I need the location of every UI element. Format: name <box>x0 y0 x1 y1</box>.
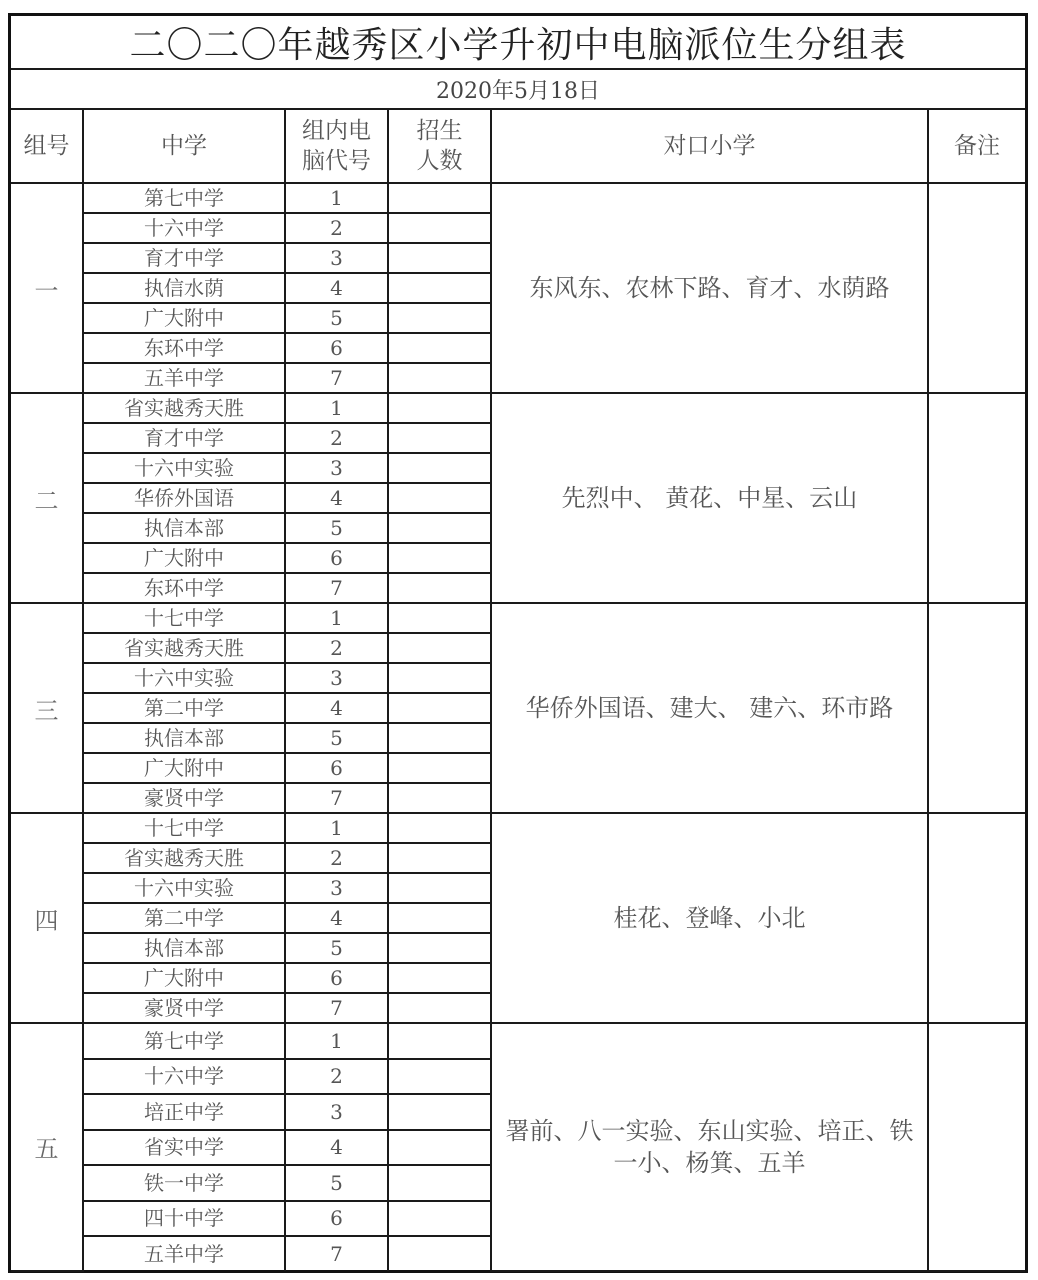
title-row <box>11 16 1025 69</box>
middle-school-name: 十六中实验 <box>83 873 285 903</box>
middle-school-name: 华侨外国语 <box>83 483 285 513</box>
middle-school-name: 执信本部 <box>83 723 285 753</box>
document-title: 二〇二〇年越秀区小学升初中电脑派位生分组表 <box>11 16 1025 69</box>
enrollment-count <box>388 603 491 633</box>
header-row <box>11 109 1025 183</box>
enrollment-count <box>388 453 491 483</box>
group-label: 四 <box>11 813 83 1023</box>
enrollment-count <box>388 243 491 273</box>
computer-code: 5 <box>285 513 388 543</box>
computer-code: 6 <box>285 1201 388 1237</box>
enrollment-count <box>388 993 491 1023</box>
notes-cell <box>928 183 1025 393</box>
middle-school-name: 省实越秀天胜 <box>83 843 285 873</box>
computer-code: 3 <box>285 453 388 483</box>
header-primary: 对口小学 <box>491 109 928 183</box>
enrollment-count <box>388 1059 491 1095</box>
header-school: 中学 <box>83 109 285 183</box>
computer-code: 2 <box>285 423 388 453</box>
middle-school-name: 十七中学 <box>83 813 285 843</box>
computer-code: 4 <box>285 273 388 303</box>
computer-code: 6 <box>285 753 388 783</box>
group-label: 二 <box>11 393 83 603</box>
enrollment-count <box>388 573 491 603</box>
enrollment-count <box>388 333 491 363</box>
computer-code: 2 <box>285 213 388 243</box>
computer-code: 4 <box>285 693 388 723</box>
notes-cell <box>928 603 1025 813</box>
middle-school-name: 广大附中 <box>83 543 285 573</box>
computer-code: 4 <box>285 1130 388 1166</box>
middle-school-name: 育才中学 <box>83 243 285 273</box>
computer-code: 2 <box>285 633 388 663</box>
middle-school-name: 执信本部 <box>83 513 285 543</box>
enrollment-count <box>388 783 491 813</box>
enrollment-count <box>388 483 491 513</box>
middle-school-name: 东环中学 <box>83 573 285 603</box>
computer-code: 1 <box>285 393 388 423</box>
computer-code: 5 <box>285 723 388 753</box>
header-notes: 备注 <box>928 109 1025 183</box>
enrollment-count <box>388 813 491 843</box>
enrollment-count <box>388 213 491 243</box>
middle-school-name: 第七中学 <box>83 1023 285 1059</box>
header-code <box>285 109 388 183</box>
enrollment-count <box>388 1023 491 1059</box>
feeder-primary-schools: 署前、八一实验、东山实验、培正、铁一小、杨箕、五羊 <box>491 1023 928 1271</box>
notes-cell <box>928 393 1025 603</box>
computer-code: 1 <box>285 603 388 633</box>
enrollment-count <box>388 723 491 753</box>
computer-code: 4 <box>285 483 388 513</box>
table-row <box>11 603 1025 633</box>
header-enroll <box>388 109 491 183</box>
middle-school-name: 广大附中 <box>83 963 285 993</box>
middle-school-name: 省实越秀天胜 <box>83 393 285 423</box>
computer-code: 7 <box>285 993 388 1023</box>
table-row <box>11 183 1025 213</box>
middle-school-name: 十六中实验 <box>83 453 285 483</box>
enrollment-count <box>388 273 491 303</box>
middle-school-name: 省实越秀天胜 <box>83 633 285 663</box>
middle-school-name: 广大附中 <box>83 303 285 333</box>
enrollment-count <box>388 1236 491 1271</box>
computer-code: 2 <box>285 1059 388 1095</box>
computer-code: 5 <box>285 933 388 963</box>
table-row <box>11 393 1025 423</box>
computer-code: 4 <box>285 903 388 933</box>
enrollment-count <box>388 633 491 663</box>
computer-code: 7 <box>285 1236 388 1271</box>
enrollment-count <box>388 1130 491 1166</box>
notes-cell <box>928 1023 1025 1271</box>
computer-code: 1 <box>285 813 388 843</box>
enrollment-count <box>388 873 491 903</box>
middle-school-name: 东环中学 <box>83 333 285 363</box>
enrollment-count <box>388 423 491 453</box>
header-group: 组号 <box>11 109 83 183</box>
feeder-primary-schools: 桂花、登峰、小北 <box>491 813 928 1023</box>
computer-code: 3 <box>285 243 388 273</box>
computer-code: 1 <box>285 183 388 213</box>
group-label: 五 <box>11 1023 83 1271</box>
computer-code: 5 <box>285 1165 388 1201</box>
middle-school-name: 豪贤中学 <box>83 993 285 1023</box>
group-label: 三 <box>11 603 83 813</box>
enrollment-count <box>388 903 491 933</box>
middle-school-name: 培正中学 <box>83 1094 285 1130</box>
computer-code: 3 <box>285 663 388 693</box>
enrollment-count <box>388 513 491 543</box>
middle-school-name: 执信本部 <box>83 933 285 963</box>
table-row <box>11 1023 1025 1059</box>
enrollment-count <box>388 363 491 393</box>
middle-school-name: 铁一中学 <box>83 1165 285 1201</box>
enrollment-count <box>388 1201 491 1237</box>
middle-school-name: 第七中学 <box>83 183 285 213</box>
computer-code: 5 <box>285 303 388 333</box>
computer-code: 3 <box>285 873 388 903</box>
computer-code: 7 <box>285 573 388 603</box>
middle-school-name: 省实中学 <box>83 1130 285 1166</box>
middle-school-name: 第二中学 <box>83 693 285 723</box>
enrollment-count <box>388 933 491 963</box>
enrollment-count <box>388 843 491 873</box>
enrollment-count <box>388 1165 491 1201</box>
notes-cell <box>928 813 1025 1023</box>
middle-school-name: 育才中学 <box>83 423 285 453</box>
computer-code: 6 <box>285 963 388 993</box>
enrollment-count <box>388 393 491 423</box>
enrollment-count <box>388 543 491 573</box>
date-row <box>11 69 1025 109</box>
computer-code: 7 <box>285 363 388 393</box>
header-enroll-text: 招生人数 <box>416 118 463 174</box>
enrollment-count <box>388 1094 491 1130</box>
middle-school-name: 豪贤中学 <box>83 783 285 813</box>
middle-school-name: 五羊中学 <box>83 363 285 393</box>
allocation-table-sheet <box>8 13 1028 1273</box>
middle-school-name: 执信水荫 <box>83 273 285 303</box>
enrollment-count <box>388 303 491 333</box>
middle-school-name: 四十中学 <box>83 1201 285 1237</box>
middle-school-name: 十六中学 <box>83 1059 285 1095</box>
enrollment-count <box>388 753 491 783</box>
middle-school-name: 十六中学 <box>83 213 285 243</box>
computer-code: 6 <box>285 333 388 363</box>
enrollment-count <box>388 183 491 213</box>
allocation-table <box>11 16 1025 1272</box>
header-code-text: 组内电脑代号 <box>302 118 371 174</box>
enrollment-count <box>388 663 491 693</box>
feeder-primary-schools: 华侨外国语、建大、 建六、环市路 <box>491 603 928 813</box>
enrollment-count <box>388 693 491 723</box>
computer-code: 6 <box>285 543 388 573</box>
document-date: 2020年5月18日 <box>11 69 1025 109</box>
computer-code: 2 <box>285 843 388 873</box>
table-row <box>11 813 1025 843</box>
middle-school-name: 第二中学 <box>83 903 285 933</box>
computer-code: 7 <box>285 783 388 813</box>
feeder-primary-schools: 先烈中、 黄花、中星、云山 <box>491 393 928 603</box>
middle-school-name: 十七中学 <box>83 603 285 633</box>
middle-school-name: 十六中实验 <box>83 663 285 693</box>
computer-code: 1 <box>285 1023 388 1059</box>
feeder-primary-schools: 东风东、农林下路、育才、水荫路 <box>491 183 928 393</box>
computer-code: 3 <box>285 1094 388 1130</box>
group-label: 一 <box>11 183 83 393</box>
middle-school-name: 广大附中 <box>83 753 285 783</box>
middle-school-name: 五羊中学 <box>83 1236 285 1271</box>
enrollment-count <box>388 963 491 993</box>
